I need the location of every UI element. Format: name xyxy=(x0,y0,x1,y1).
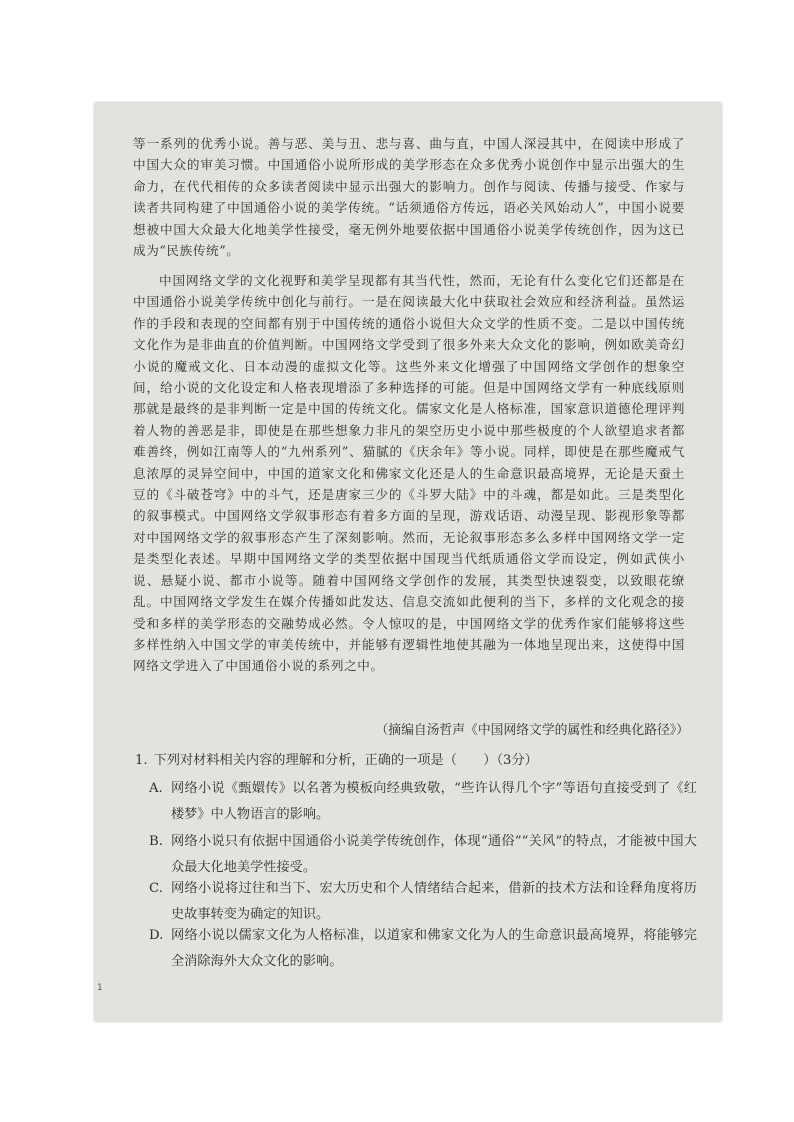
option-c-text: 网络小说将过往和当下、宏大历史和个人情绪结合起来，借新的技术方法和诠释角度将历史故事转变为确定的知识。 xyxy=(171,881,697,922)
passage-paragraph-2: 中国网络文学的文化视野和美学呈现都有其当代性，然而，无论有什么变化它们还都是在中国通俗小说美学传统中创化与前行。一是在阅读最大化中获取社会效应和经济利益。虽然运作的手段和表现的空间都有别于中国传统的通俗小说但大众文学的性质不变。二是以中国传统文化作为是非曲直的价值判断。中国网络文学受到了很多外来大众文化的影响，例如欧美奇幻小说的魔戒文化、日本动漫的虚拟文化等。这些外来文化增强了中国网络文学创作的想象空间，给小说的文化设定和人格表现增添了多种选择的可能。但是中国网络文学有一种底线原则那就是最终的是非判断一定是中国的传统文化。儒家文化是人格标准，国家意识道德伦理评判着人物的善恶是非，即使是在那些想象力非凡的架空历史小说中那些极度的个人欲望追求者都难善终，例如江南等人的“九州系列”、猫腻的《庆余年》等小说。同样，即使是在那些魔戒气息浓厚的灵异空间中，中国的道家文化和佛家文化还是人的生命意识最高境界，无论是天蚕土豆的《斗破苍穹》中的斗气，还是唐家三少的《斗罗大陆》中的斗魂，都是如此。三是类型化的叙事模式。中国网络文学叙事形态有着多方面的呈现，游戏话语、动漫呈现、影视形象等都对中国网络文学的叙事形态产生了深刻影响。然而，无论叙事形态多么多样中国网络文学一定是类型化表述。早期中国网络文学的类型依据中国现当代纸质通俗文学而设定，例如武侠小说、悬疑小说、都市小说等。随着中国网络文学创作的发展，其类型快速裂变，以致眼花缭乱。中国网络文学发生在媒介传播如此发达、信息交流如此便利的当下，多样的文化观念的接受和多样的美学形态的交融势成必然。令人惊叹的是，中国网络文学的优秀作家们能够将这些多样性纳入中国文学的审美传统中，并能够有逻辑性地使其融为一体地呈现出来，这使得中国网络文学进入了中国通俗小说的系列之中。 xyxy=(133,273,685,674)
option-d-text: 网络小说以儒家文化为人格标准，以道家和佛家文化为人的生命意识最高境界，将能够完全消除海外大众文化的影响。 xyxy=(171,928,697,969)
option-b xyxy=(149,829,697,881)
source-citation: （摘编自汤哲声《中国网络文学的属性和经典化路径》） xyxy=(375,723,689,738)
option-c xyxy=(149,876,697,928)
option-a-text: 网络小说《甄嬛传》以名著为模板向经典致敬，“些许认得几个字”等语句直接受到了《红楼梦》中人物语言的影响。 xyxy=(171,781,697,822)
question-text: 下列对材料相关内容的理解和分析，正确的一项是（ ）（3分） xyxy=(153,753,538,768)
option-b-letter: B. xyxy=(149,834,163,849)
option-d-letter: D. xyxy=(149,928,164,943)
exam-paper-page xyxy=(95,103,721,1021)
question-1-stem xyxy=(135,748,695,774)
question-number: 1. xyxy=(135,753,148,768)
passage-paragraph-1: 等一系列的优秀小说。善与恶、美与丑、悲与喜、曲与直，中国人深浸其中，在阅读中形成了中国大众的审美习惯。中国通俗小说所形成的美学形态在众多优秀小说创作中显示出强大的生命力，在代代相传的众多读者阅读中显示出强大的影响力。创作与阅读、传播与接受、作家与读者共同构建了中国通俗小说的美学传统。“话须通俗方传远，语必关风始动人”，中国小说要想被中国大众最大化地美学性接受，毫无例外地要依据中国通俗小说美学传统创作，因为这已成为“民族传统”。 xyxy=(133,136,685,259)
option-d xyxy=(149,923,697,975)
page-number: 1 xyxy=(97,983,103,993)
option-b-text: 网络小说只有依据中国通俗小说美学传统创作，体现“通俗”“关风”的特点，才能被中国大众最大化地美学性接受。 xyxy=(171,834,697,875)
option-a-letter: A. xyxy=(149,781,163,796)
option-a xyxy=(149,776,697,828)
option-c-letter: C. xyxy=(149,881,163,896)
